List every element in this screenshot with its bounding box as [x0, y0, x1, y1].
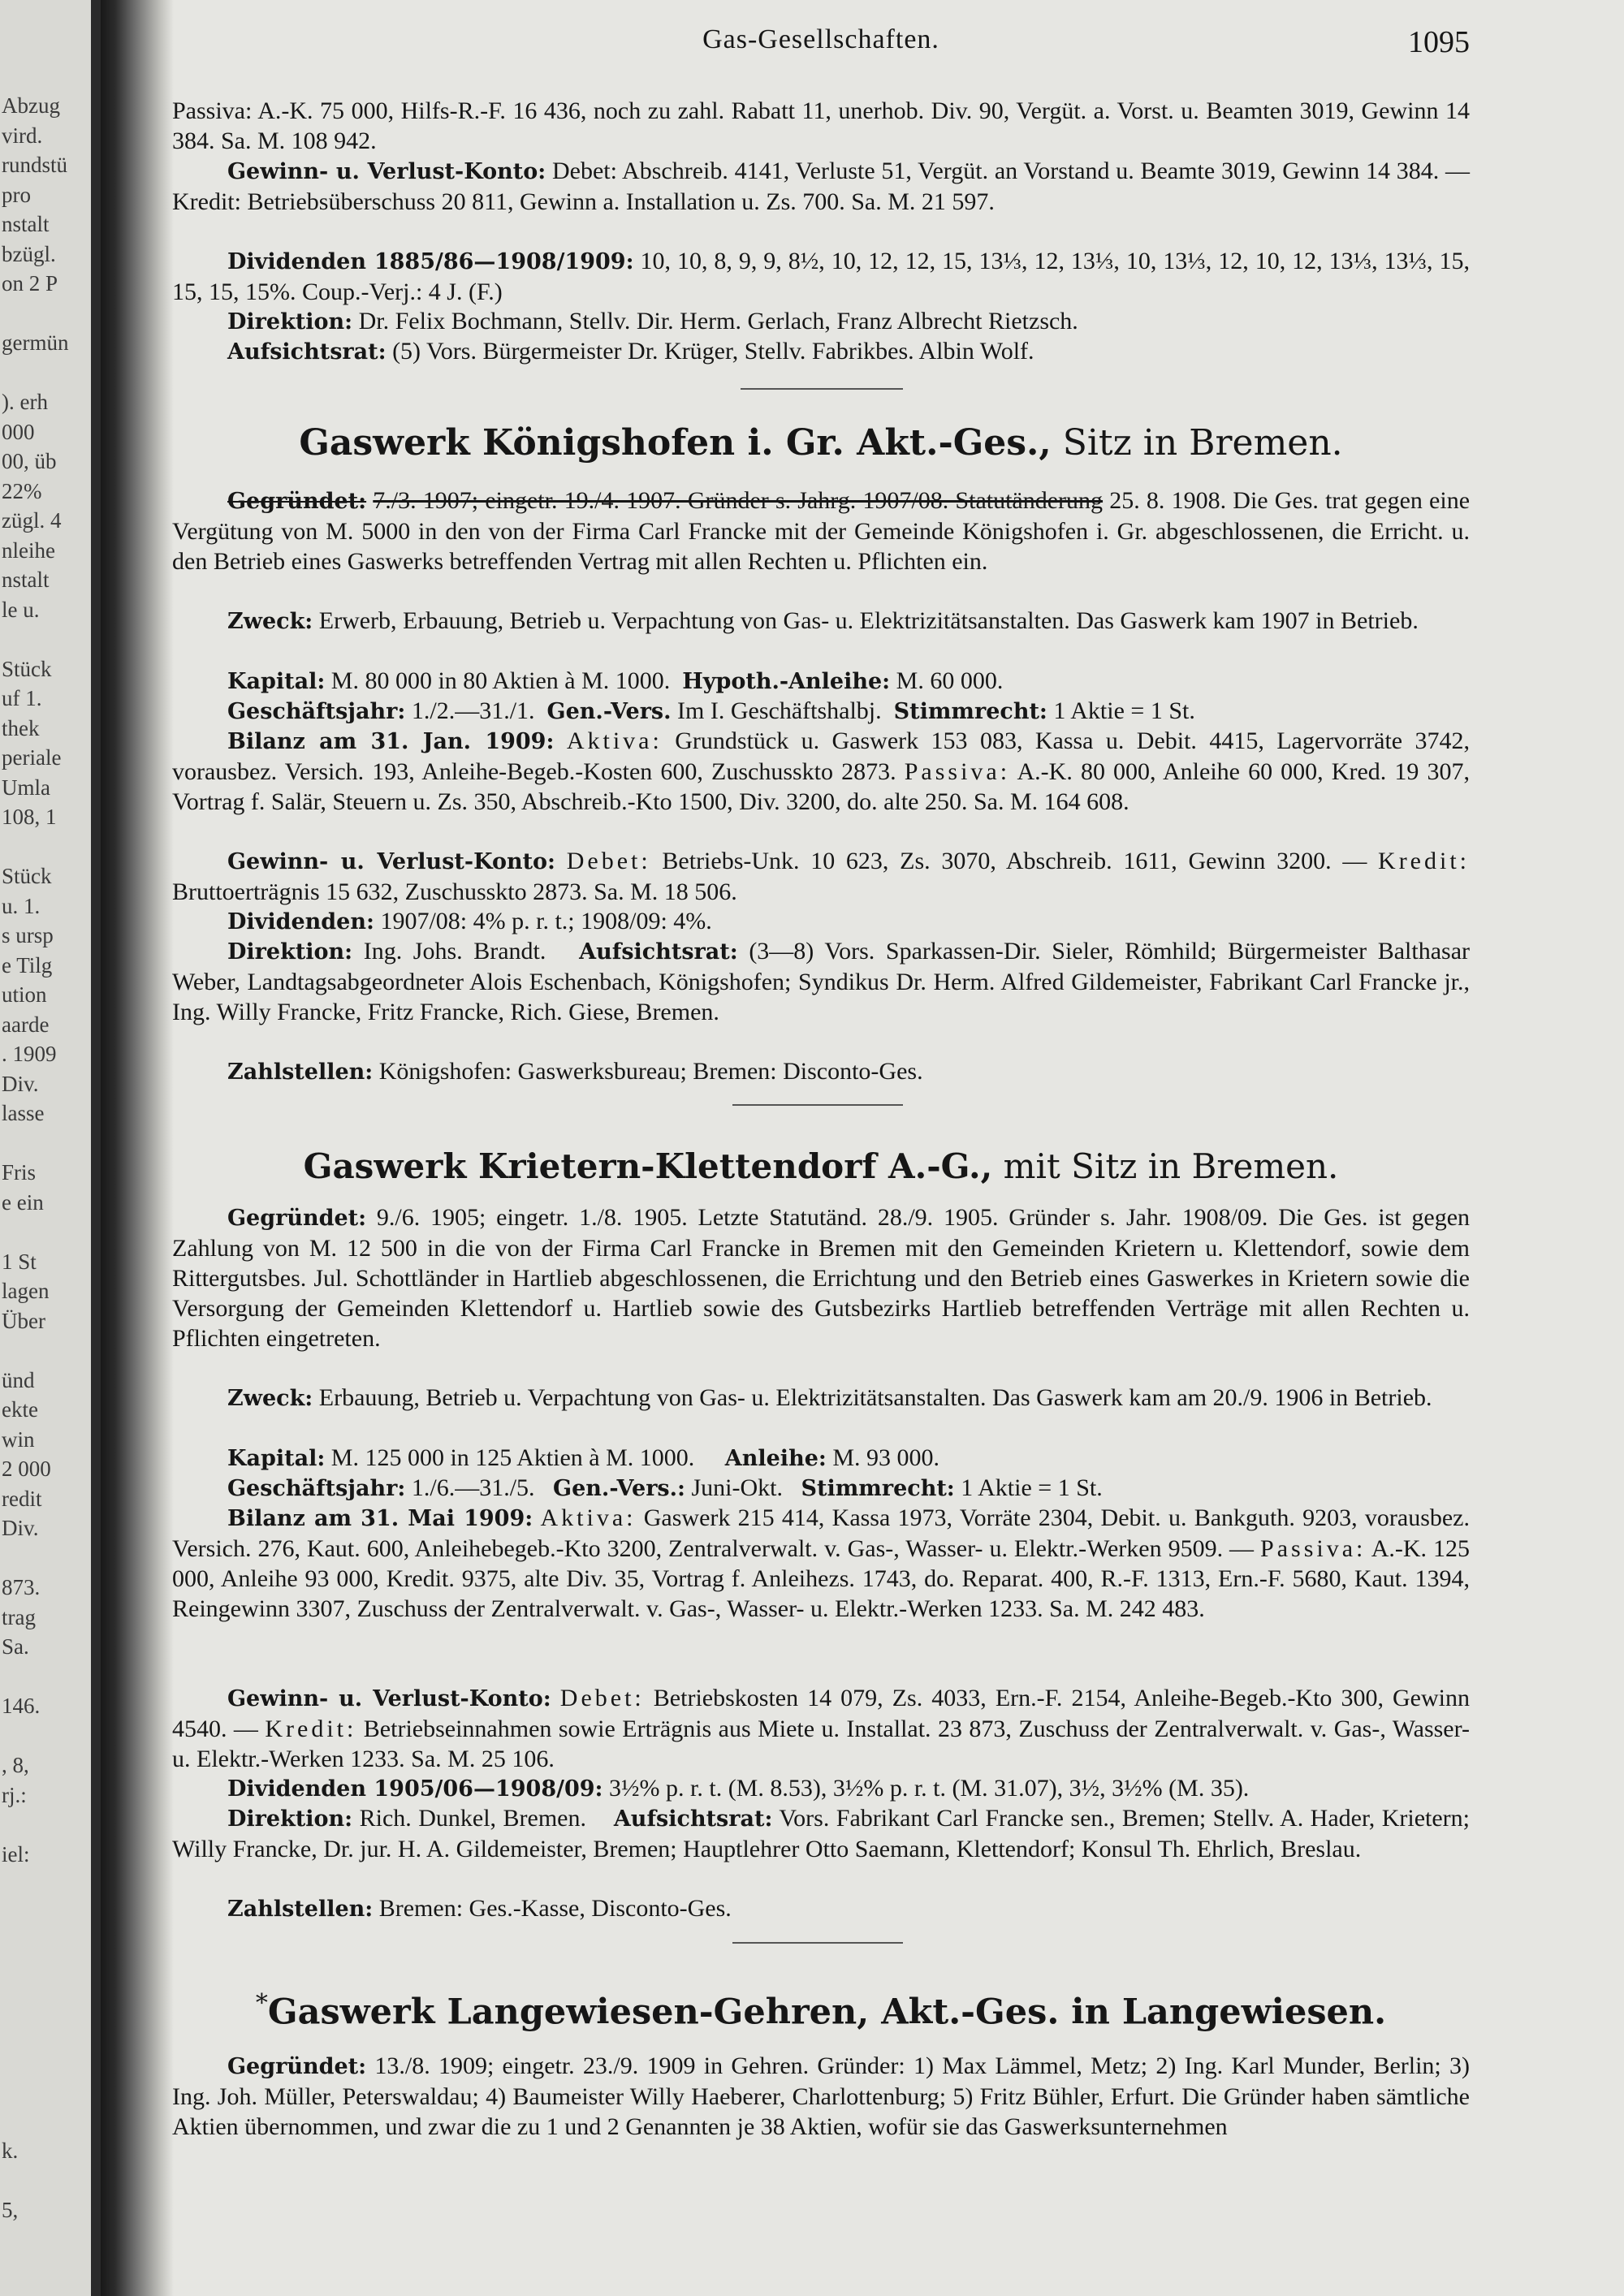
koenigshofen-stimm-text: 1 Aktie = 1 St. [1053, 697, 1195, 724]
left-page-line: Über [2, 1308, 45, 1333]
left-page-line: thek [2, 715, 40, 740]
book-gutter [91, 0, 101, 2296]
koenigshofen-gegr-label: Gegründet: [227, 489, 367, 514]
krietern-geschaeftsjahr [172, 1473, 1470, 1504]
koenigshofen-div-text: 1907/08: 4% p. r. t.; 1908/09: 4%. [380, 908, 712, 934]
koenigshofen-bilanz-passiva: A.-K. 80 000, Anleihe 60 000, Kred. 19 307, Vortrag f. Salär, Steuern u. Zs. 350, Abschreib.-Kto 1500, Div. 3200, do. alte 250. Sa. M. 164 608. [172, 758, 1470, 815]
page [172, 0, 1470, 2296]
koenigshofen-gv-label: Gen.-Vers. [546, 699, 672, 724]
koenigshofen-title [172, 422, 1470, 464]
krietern-anleihe-label: Anleihe: [724, 1446, 827, 1471]
left-page-line: ution [2, 982, 47, 1007]
section-divider [732, 1942, 903, 1944]
koenigshofen-zweck-label: Zweck: [227, 609, 313, 634]
krietern-zweck-text: Erbauung, Betrieb u. Verpachtung von Gas- u. Elektrizitätsanstalten. Das Gaswerk kam am 20./9. 1906 in Betrieb. [318, 1384, 1432, 1411]
left-page-line: Fris [2, 1160, 37, 1185]
koenigshofen-gj-label: Geschäftsjahr: [227, 699, 406, 724]
left-page-line: 22% [2, 478, 42, 503]
krietern-stimm-text: 1 Aktie = 1 St. [961, 1474, 1103, 1501]
koenigshofen-name: Gaswerk Königshofen i. Gr. Akt.-Ges., [299, 422, 1052, 464]
prev-passiva-text: Passiva: A.-K. 75 000, Hilfs-R.-F. 16 436, noch zu zahl. Rabatt 11, unerhob. Div. 90, Vergüt. a. Vorst. u. Beamten 3019, Gewinn 14 384. Sa. M. 108 942. [172, 97, 1470, 154]
koenigshofen-zahl-label: Zahlstellen: [227, 1060, 374, 1085]
langewiesen-gegr-label: Gegründet: [227, 2054, 367, 2079]
prev-div-label: Dividenden 1885/86—1908/1909: [227, 249, 634, 274]
langewiesen-marker: * [255, 1989, 268, 2018]
krietern-guv-kredit: Betriebseinnahmen sowie Erträgnis aus Miete u. Installat. 23 873, Zuschuss der Zentralverwalt. v. Gas-, Wasser- u. Elektr.-Werken 1233. Sa. M. 25 106. [172, 1716, 1471, 1772]
langewiesen-gegruendet [172, 2051, 1470, 2142]
langewiesen-name: Gaswerk Langewiesen-Gehren, Akt.-Ges. in Langewiesen. [267, 1992, 1387, 2033]
left-page-line: on 2 P [2, 271, 58, 296]
left-page-line: 873. [2, 1575, 41, 1599]
left-page-line: uf 1. [2, 686, 42, 710]
koenigshofen-gegr-text: 25. 8. 1908. Die Ges. trat gegen eine Vergütung von M. 5000 in den von der Firma Carl Francke mit der Gemeinde Königshofen i. Gr. abgeschlossenen, die Erricht. u. den Betrieb eines Gaswerks betreffenden Vertrag mit allen Rechten u. Pflichten ein. [172, 487, 1471, 575]
koenigshofen-kredit-word: Kredit: [1378, 848, 1471, 874]
left-page-line: , 8, [2, 1753, 29, 1777]
koenigshofen-dir-text: Ing. Johs. Brandt. [363, 938, 546, 965]
left-page-line: zügl. 4 [2, 508, 62, 533]
krietern-dividenden [172, 1773, 1470, 1804]
krietern-guv-debet: Betriebskosten 14 079, Zs. 4033, Ern.-F. 2154, Anleihe-Begeb.-Kto 300, Gewinn 4540. — [172, 1685, 1470, 1742]
krietern-zahl-text: Bremen: Ges.-Kasse, Disconto-Ges. [378, 1895, 732, 1922]
running-title: Gas-Gesellschaften. [702, 24, 939, 54]
left-page-line: e ein [2, 1189, 44, 1215]
krietern-seat: mit Sitz in Bremen. [1003, 1146, 1339, 1186]
krietern-kapital [172, 1443, 1470, 1474]
left-page-line: Div. [2, 1071, 39, 1096]
krietern-gegr-text: 9./6. 1905; eingetr. 1./8. 1905. Letzte Statutänd. 28./9. 1905. Gründer s. Jahr. 1908/09. Die Ges. ist gegen Zahlung von M. 12 500 in die von der Firma Carl Francke in Bremen mit den Gemeinden Krietern u. Klettendorf, sowie dem Rittergutsbes. Jul. Schottländer in Hartlieb abgeschlossenen, die Errichtung und den Betrieb eines Gaswerkes in Krietern sowie die Versorgung der Gemeinden Klettendorf u. Hartlieb sowie des Gutsbezirks Hartlieb betreffenden Verträge mit allen Rechten u. Pflichten eingetreten. [172, 1204, 1471, 1352]
koenigshofen-kapital-label: Kapital: [227, 669, 326, 694]
koenigshofen-anleihe-label: Hypoth.-Anleihe: [682, 669, 891, 694]
prev-guv [172, 156, 1470, 217]
krietern-bilanz-aktiva: Gaswerk 215 414, Kassa 1973, Vorräte 2304, Debit. u. Bankguth. 9203, vorausbez. Versich. 276, Kaut. 600, Anleihebegeb.-Kto 3200, Zentralverwalt. v. Gas-, Wasser- u. Elektr.-Werken 9509. — [172, 1504, 1470, 1562]
prev-ar-label: Aufsichtsrat: [227, 339, 387, 365]
section-divider [732, 1104, 903, 1106]
koenigshofen-zahlstellen [172, 1056, 1470, 1087]
koenigshofen-gegruendet [172, 486, 1470, 576]
koenigshofen-bilanz-label: Bilanz am 31. Jan. 1909: [227, 729, 555, 754]
krietern-guv-label: Gewinn- u. Verlust-Konto: [227, 1686, 551, 1711]
prev-dividends [172, 246, 1470, 307]
koenigshofen-passiva-word: Passiva: [904, 758, 1011, 785]
left-page-line: rundstü [2, 153, 67, 177]
krietern-zweck-label: Zweck: [227, 1386, 313, 1411]
prev-passiva [172, 96, 1470, 156]
koenigshofen-zweck [172, 606, 1470, 637]
left-page-line: Stück [2, 656, 52, 681]
krietern-gv-label: Gen.-Vers.: [553, 1476, 685, 1501]
krietern-ar-text: Vors. Fabrikant Carl Francke sen., Bremen; Stellv. A. Hader, Krietern; Willy Francke, Dr. jur. H. A. Gildemeister, Bremen; Hauptlehrer Otto Saemann, Klettendorf; Konsul Th. Ehrlich, Breslau. [172, 1805, 1471, 1862]
left-page-line: s ursp [2, 923, 54, 947]
left-page-line: 146. [2, 1694, 41, 1718]
left-page-line: Umla [2, 775, 50, 800]
koenigshofen-gv-text: Im I. Geschäftshalbj. [677, 697, 882, 724]
krietern-ar-label: Aufsichtsrat: [613, 1806, 773, 1832]
section-divider [741, 388, 903, 390]
left-page-line: win [2, 1426, 35, 1452]
koenigshofen-stimm-label: Stimmrecht: [893, 699, 1047, 724]
left-page-line: lagen [2, 1279, 50, 1303]
left-page-line: nstalt [2, 212, 50, 236]
krietern-dir-text: Rich. Dunkel, Bremen. [359, 1805, 586, 1832]
left-page-line: u. 1. [2, 893, 41, 918]
krietern-div-label: Dividenden 1905/06—1908/09: [227, 1776, 603, 1802]
left-page-line: ). erh [2, 390, 48, 414]
koenigshofen-aktiva-word: Aktiva: [566, 727, 663, 754]
krietern-div-text: 3½% p. r. t. (M. 8.53), 3½% p. r. t. (M. 31.07), 3½, 3½% (M. 35). [609, 1775, 1250, 1802]
koenigshofen-dividenden [172, 906, 1470, 937]
left-page-line: vird. [2, 123, 43, 148]
left-page-line: Sa. [2, 1634, 29, 1659]
left-page-line: Abzug [2, 93, 60, 118]
koenigshofen-anleihe-text: M. 60 000. [896, 667, 1004, 694]
krietern-zweck [172, 1383, 1470, 1413]
prev-div-text: 10, 10, 8, 9, 9, 8½, 10, 12, 12, 15, 13⅓, 12, 13⅓, 10, 13⅓, 12, 10, 12, 13⅓, 13⅓, 15, 15, 15, 15%. Coup.-Verj.: 4 J. (F.) [172, 248, 1471, 305]
koenigshofen-guv-kredit: Bruttoerträgnis 15 632, Zuschusskto 2873. Sa. M. 18 506. [172, 878, 737, 905]
left-page-line: trag [2, 1604, 36, 1629]
krietern-kapital-text: M. 125 000 in 125 Aktien à M. 1000. [330, 1444, 695, 1471]
koenigshofen-seat: Sitz in Bremen. [1062, 422, 1343, 464]
krietern-guv [172, 1683, 1470, 1774]
krietern-gv-text: Juni-Okt. [691, 1474, 783, 1501]
krietern-gegr-label: Gegründet: [227, 1206, 367, 1231]
left-page-line: le u. [2, 597, 40, 622]
krietern-passiva-word: Passiva: [1260, 1535, 1367, 1562]
running-header [172, 24, 1470, 60]
left-page-line: . 1909 [2, 1042, 57, 1066]
krietern-zahlstellen [172, 1893, 1470, 1924]
krietern-kapital-label: Kapital: [227, 1446, 326, 1471]
koenigshofen-dir-label: Direktion: [227, 939, 353, 965]
koenigshofen-kapital-text: M. 80 000 in 80 Aktien à M. 1000. [330, 667, 671, 694]
koenigshofen-guv-debet: Betriebs-Unk. 10 623, Zs. 3070, Abschreib. 1611, Gewinn 3200. — [662, 848, 1367, 874]
krietern-kredit-word: Kredit: [265, 1716, 357, 1742]
koenigshofen-geschaeftsjahr [172, 696, 1470, 727]
left-page-line: 5, [2, 2197, 19, 2222]
krietern-aktiva-word: Aktiva: [540, 1504, 637, 1531]
koenigshofen-ar-text: (3—8) Vors. Sparkassen-Dir. Sieler, Römhild; Bürgermeister Balthasar Weber, Landtagsabgeordneter Alois Eschenbach, Königshofen; Syndikus Dr. Herm. Alfred Gildemeister, Fabrikant Carl Francke jr., Ing. Willy Francke, Fritz Francke, Rich. Giese, Bremen. [172, 938, 1471, 1025]
prev-dir-label: Direktion: [227, 309, 353, 334]
krietern-stimm-label: Stimmrecht: [801, 1476, 955, 1501]
left-page-line: lasse [2, 1101, 45, 1125]
left-page-line: k. [2, 2138, 19, 2163]
langewiesen-gegr-text: 13./8. 1909; eingetr. 23./9. 1909 in Gehren. Gründer: 1) Max Lämmel, Metz; 2) Ing. Karl Munder, Berlin; 3) Ing. Joh. Müller, Peterswaldau; 4) Baumeister Willy Haeberer, Charlottenburg; 5) Fritz Bühler, Erfurt. Die Gründer haben sämtliche Aktien übernommen, und zwar die zu 1 und 2 Genannten je 38 Aktien, wofür sie das Gaswerksunternehmen [172, 2052, 1471, 2140]
langewiesen-title [172, 1989, 1470, 2032]
krietern-dir-label: Direktion: [227, 1806, 353, 1832]
koenigshofen-direktion [172, 936, 1470, 1027]
left-page-line: redit [2, 1486, 42, 1511]
koenigshofen-kapital [172, 666, 1470, 697]
koenigshofen-div-label: Dividenden: [227, 909, 374, 934]
koenigshofen-zahl-text: Königshofen: Gaswerksbureau; Bremen: Disconto-Ges. [378, 1058, 923, 1085]
koenigshofen-gegr-struck: 7./3. 1907; eingetr. 19./4. 1907. Gründer s. Jahrg. 1907/08. Statutänderung [373, 487, 1104, 514]
left-page-line: ünd [2, 1367, 35, 1392]
prev-dir-text: Dr. Felix Bochmann, Stellv. Dir. Herm. Gerlach, Franz Albrecht Rietzsch. [358, 308, 1078, 334]
koenigshofen-gj-text: 1./2.—31./1. [411, 697, 535, 724]
krietern-anleihe-text: M. 93 000. [832, 1444, 940, 1471]
koenigshofen-guv-label: Gewinn- u. Verlust-Konto: [227, 849, 556, 874]
left-page-line: 2 000 [2, 1457, 51, 1481]
left-page-line: bzügl. [2, 241, 56, 266]
koenigshofen-zweck-text: Erwerb, Erbauung, Betrieb u. Verpachtung von Gas- u. Elektrizitätsanstalten. Das Gaswerk kam 1907 in Betrieb. [318, 607, 1419, 634]
koenigshofen-debet-word: Debet: [566, 848, 651, 874]
left-page-line: 108, 1 [2, 805, 57, 829]
prev-aufsichtsrat [172, 336, 1470, 367]
krietern-gj-label: Geschäftsjahr: [227, 1476, 406, 1501]
left-page-line: 00, üb [2, 449, 57, 473]
left-page-line: iel: [2, 1841, 30, 1867]
page-binding-shadow [101, 0, 174, 2296]
krietern-bilanz-label: Bilanz am 31. Mai 1909: [227, 1506, 533, 1531]
left-page-line: germün [2, 330, 69, 355]
prev-guv-label: Gewinn- u. Verlust-Konto: [227, 159, 546, 184]
left-page-line: 1 St [2, 1249, 37, 1274]
koenigshofen-bilanz-aktiva: Grundstück u. Gaswerk 153 083, Kassa u. Debit. 4415, Lagervorräte 3742, vorausbez. Versich. 193, Anleihe-Begeb.-Kosten 600, Zuschusskto 2873. [172, 727, 1471, 785]
page-number: 1095 [1408, 25, 1470, 59]
prev-guv-text: Debet: Abschreib. 4141, Verluste 51, Vergüt. an Vorstand u. Beamte 3019, Gewinn 14 384. — Kredit: Betriebsüberschuss 20 811, Gewinn a. Installation u. Zs. 700. Sa. M. 21 597. [172, 158, 1471, 215]
left-page-line: aarde [2, 1012, 50, 1037]
left-page-line: rj.: [2, 1782, 27, 1807]
prev-direktion [172, 306, 1470, 337]
krietern-direktion [172, 1803, 1470, 1864]
krietern-debet-word: Debet: [559, 1685, 645, 1711]
left-page-line: pro [2, 182, 31, 207]
left-page-line: periale [2, 745, 62, 770]
krietern-gegruendet [172, 1202, 1470, 1353]
krietern-zahl-label: Zahlstellen: [227, 1897, 374, 1922]
left-page-line: 000 [2, 419, 35, 444]
left-page-line: Stück [2, 864, 52, 888]
koenigshofen-bilanz [172, 726, 1470, 817]
left-page-line: ekte [2, 1397, 38, 1422]
left-page-line: nstalt [2, 568, 50, 592]
krietern-bilanz [172, 1503, 1470, 1624]
left-page-line: Div. [2, 1516, 39, 1540]
left-page-line: nleihe [2, 537, 55, 563]
koenigshofen-ar-label: Aufsichtsrat: [579, 939, 738, 965]
prev-ar-text: (5) Vors. Bürgermeister Dr. Krüger, Stellv. Fabrikbes. Albin Wolf. [392, 338, 1034, 365]
krietern-title [172, 1146, 1470, 1186]
left-page-line: e Tilg [2, 952, 53, 978]
koenigshofen-guv [172, 846, 1470, 907]
krietern-gj-text: 1./6.—31./5. [411, 1474, 535, 1501]
krietern-bilanz-passiva: A.-K. 125 000, Anleihe 93 000, Kredit. 9375, alte Div. 35, Vortrag f. Anleihezs. 1743, do. Reparat. 400, R.-F. 1313, Ern.-F. 5680, Kaut. 1394, Reingewinn 3307, Zuschuss der Zentralverwalt. v. Gas-, Wasser- u. Elektr.-Werken 1233. Sa. M. 242 483. [172, 1535, 1470, 1622]
krietern-name: Gaswerk Krietern-Klettendorf A.-G., [303, 1146, 993, 1186]
